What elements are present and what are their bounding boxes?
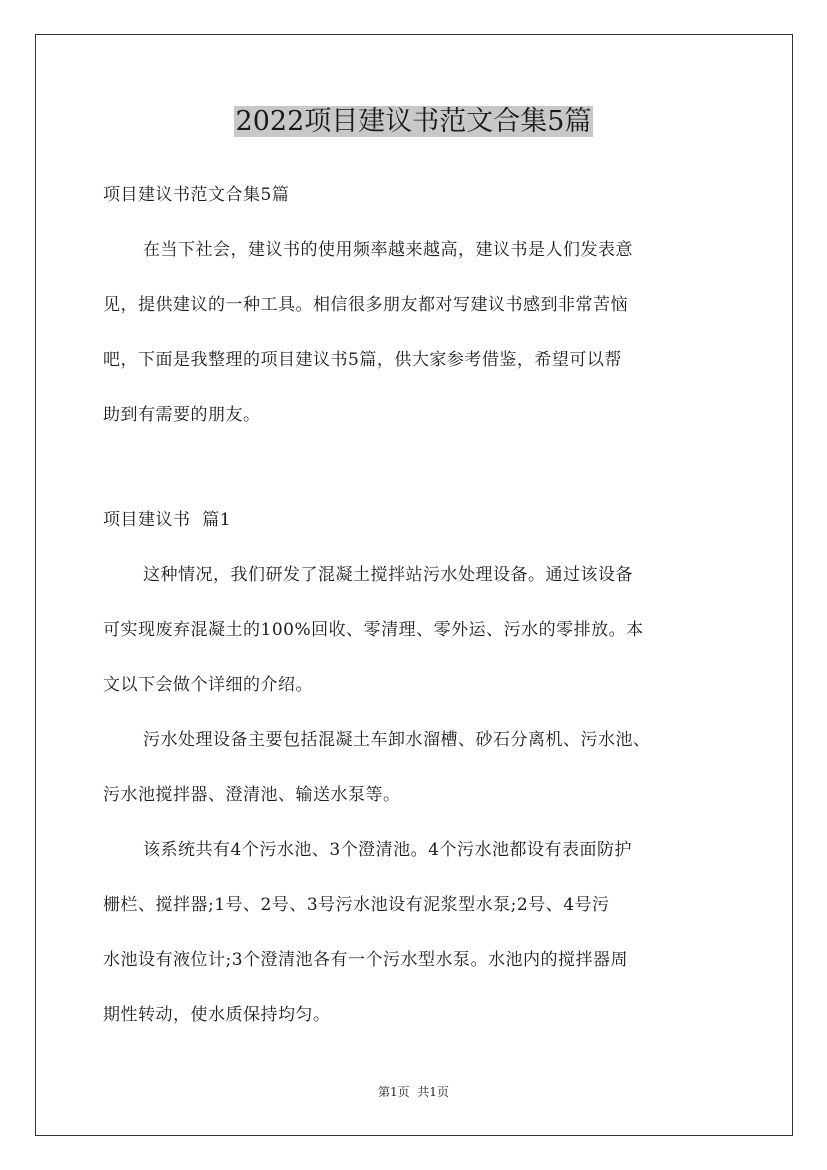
subtitle: 项目建议书范文合集5篇	[103, 185, 290, 205]
paragraph-line: 这种情况，我们研发了混凝土搅拌站污水处理设备。通过该设备	[143, 565, 633, 585]
paragraph-line: 期性转动，使水质保持均匀。	[103, 1005, 331, 1025]
document-title-text: 2022项目建议书范文合集5篇	[235, 106, 592, 137]
paragraph-line: 污水处理设备主要包括混凝土车卸水溜槽、砂石分离机、污水池、	[143, 730, 651, 750]
paragraph-line: 该系统共有4个污水池、3个澄清池。4个污水池都设有表面防护	[143, 840, 632, 860]
document-body	[103, 176, 729, 1051]
paragraph-line: 污水池搅拌器、澄清池、输送水泵等。	[103, 785, 401, 805]
intro-line: 助到有需要的朋友。	[103, 405, 261, 425]
intro-line: 吧，下面是我整理的项目建议书5篇，供大家参考借鉴，希望可以帮	[103, 350, 622, 370]
document-title	[0, 100, 827, 144]
section-heading: 项目建议书 篇1	[103, 510, 232, 530]
paragraph-line: 文以下会做个详细的介绍。	[103, 675, 313, 695]
paragraph-line: 可实现废弃混凝土的100%回收、零清理、零外运、污水的零排放。本	[103, 620, 644, 640]
intro-line: 见，提供建议的一种工具。相信很多朋友都对写建议书感到非常苦恼	[103, 295, 628, 315]
intro-line: 在当下社会，建议书的使用频率越来越高，建议书是人们发表意	[143, 240, 633, 260]
page-footer: 第1页 共1页	[378, 1085, 449, 1099]
paragraph-line: 栅栏、搅拌器;1号、2号、3号污水池设有泥浆型水泵;2号、4号污	[103, 895, 610, 915]
paragraph-line: 水池设有液位计;3个澄清池各有一个污水型水泵。水池内的搅拌器周	[103, 950, 629, 970]
